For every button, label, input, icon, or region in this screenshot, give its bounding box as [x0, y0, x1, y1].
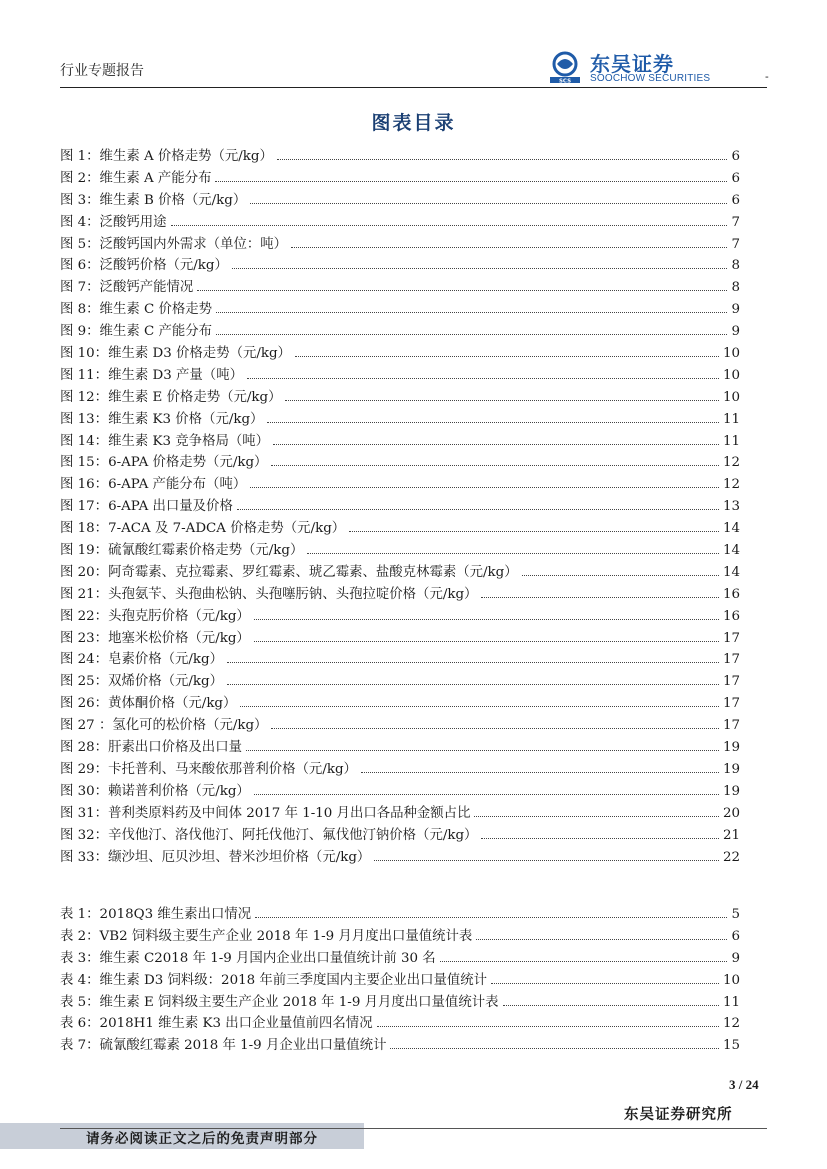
report-type-label: 行业专题报告 [60, 63, 144, 79]
dot-leader [255, 917, 727, 918]
toc-figure-entry[interactable] [60, 517, 740, 539]
dot-leader [227, 684, 719, 685]
toc-figure-entry-page: 22 [722, 849, 740, 865]
dot-leader [349, 531, 719, 532]
toc-figure-entry-label: 图 4：泛酸钙用途 [60, 214, 167, 230]
logo-mark-text: SCS [558, 78, 572, 84]
dot-leader [171, 225, 728, 226]
toc-table-entry-label: 表 4：维生素 D3 饲料级：2018 年前三季度国内主要企业出口量值统计 [60, 972, 488, 988]
toc-figure-entry-page: 14 [722, 564, 740, 580]
dot-leader [307, 553, 719, 554]
figure-list [60, 145, 740, 867]
dot-leader [254, 794, 719, 795]
toc-figure-entry-label: 图 31：普利类原料药及中间体 2017 年 1-10 月出口各品种金额占比 [60, 805, 471, 821]
toc-figure-entry[interactable] [60, 408, 740, 430]
toc-figure-entry-label: 图 10：维生素 D3 价格走势（元/kg） [60, 346, 291, 362]
toc-figure-entry-label: 图 29：卡托普利、马来酸依那普利价格（元/kg） [60, 761, 357, 777]
toc-figure-entry[interactable] [60, 758, 740, 780]
toc-figure-entry-page: 20 [722, 805, 740, 821]
toc-figure-entry-page: 21 [722, 827, 740, 843]
table-list [60, 903, 740, 1056]
toc-figure-entry-page: 8 [731, 258, 740, 274]
toc-figure-entry-page: 9 [731, 302, 740, 318]
toc-figure-entry-page: 10 [722, 389, 740, 405]
toc-table-entry-page: 12 [722, 1016, 740, 1032]
toc-figure-entry-label: 图 33：缬沙坦、厄贝沙坦、替米沙坦价格（元/kg） [60, 849, 371, 865]
toc-figure-entry[interactable] [60, 167, 740, 189]
toc-figure-entry-label: 图 5：泛酸钙国内外需求（单位：吨） [60, 236, 288, 252]
toc-figure-entry[interactable] [60, 320, 740, 342]
toc-figure-entry-page: 13 [722, 499, 740, 515]
toc-figure-entry-label: 图 2：维生素 A 产能分布 [60, 170, 212, 186]
dot-leader [216, 334, 727, 335]
toc-figure-entry-label: 图 16：6-APA 产能分布（吨） [60, 477, 247, 493]
toc-table-entry[interactable] [60, 969, 740, 991]
toc-figure-entry-page: 14 [722, 521, 740, 537]
toc-figure-entry[interactable] [60, 211, 740, 233]
dot-leader [250, 203, 727, 204]
toc-figure-entry[interactable] [60, 451, 740, 473]
toc-figure-entry-page: 14 [722, 543, 740, 559]
toc-figure-entry[interactable] [60, 802, 740, 824]
toc-figure-entry-label: 图 6：泛酸钙价格（元/kg） [60, 258, 228, 274]
toc-figure-entry-label: 图 14：维生素 K3 竞争格局（吨） [60, 433, 270, 449]
toc-table-entry-page: 11 [722, 994, 740, 1010]
toc-figure-entry-page: 9 [731, 324, 740, 340]
company-logo [548, 50, 768, 86]
toc-figure-entry-label: 图 18：7-ACA 及 7-ADCA 价格走势（元/kg） [60, 521, 346, 537]
dot-leader [254, 641, 719, 642]
dot-leader [246, 750, 719, 751]
toc-figure-entry-page: 19 [722, 783, 740, 799]
header-dash: - [765, 70, 769, 83]
toc-figure-entry[interactable] [60, 583, 740, 605]
toc-figure-entry[interactable] [60, 605, 740, 627]
toc-figure-entry-label: 图 9：维生素 C 产能分布 [60, 324, 213, 340]
toc-figure-entry[interactable] [60, 846, 740, 868]
toc-title: 图表目录 [371, 112, 456, 134]
toc-figure-entry[interactable] [60, 430, 740, 452]
dot-leader [361, 772, 719, 773]
dot-leader [271, 728, 719, 729]
toc-table-entry[interactable] [60, 925, 740, 947]
toc-figure-entry-label: 图 28：肝素出口价格及出口量 [60, 740, 242, 756]
toc-table-entry-label: 表 2：VB2 饲料级主要生产企业 2018 年 1-9 月月度出口量值统计表 [60, 928, 473, 944]
toc-figure-entry-page: 7 [731, 236, 740, 252]
toc-table-entry-label: 表 6：2018H1 维生素 K3 出口企业量值前四名情况 [60, 1016, 373, 1032]
toc-figure-entry[interactable] [60, 276, 740, 298]
toc-table-entry-page: 6 [731, 928, 740, 944]
toc-figure-entry-label: 图 32：辛伐他汀、洛伐他汀、阿托伐他汀、氟伐他汀钠价格（元/kg） [60, 827, 478, 843]
toc-figure-entry[interactable] [60, 692, 740, 714]
toc-figure-entry[interactable] [60, 824, 740, 846]
toc-figure-entry[interactable] [60, 342, 740, 364]
toc-figure-entry[interactable] [60, 736, 740, 758]
dot-leader [227, 662, 719, 663]
dot-leader [277, 159, 728, 160]
toc-figure-entry[interactable] [60, 145, 740, 167]
toc-figure-entry-label: 图 22：头孢克肟价格（元/kg） [60, 608, 250, 624]
toc-table-entry-page: 9 [731, 950, 740, 966]
toc-figure-entry-label: 图 11：维生素 D3 产量（吨） [60, 367, 243, 383]
toc-figure-entry-page: 6 [731, 192, 740, 208]
toc-figure-entry-label: 图 15：6-APA 价格走势（元/kg） [60, 455, 268, 471]
toc-figure-entry-page: 10 [722, 346, 740, 362]
dot-leader [240, 706, 719, 707]
toc-figure-entry[interactable] [60, 648, 740, 670]
toc-figure-entry-page: 17 [722, 696, 740, 712]
dot-leader [197, 290, 727, 291]
dot-leader [374, 860, 719, 861]
toc-figure-entry-page: 17 [722, 630, 740, 646]
dot-leader [476, 939, 727, 940]
toc-figure-entry-page: 19 [722, 740, 740, 756]
toc-figure-entry-page: 6 [731, 170, 740, 186]
dot-leader [267, 422, 719, 423]
toc-table-entry-label: 表 1：2018Q3 维生素出口情况 [60, 907, 252, 922]
toc-table-entry[interactable] [60, 903, 740, 925]
toc-figure-entry[interactable] [60, 714, 740, 736]
toc-figure-entry-label: 图 26：黄体酮价格（元/kg） [60, 696, 237, 712]
toc-table-entry[interactable] [60, 947, 740, 969]
soochow-logo-icon [548, 50, 582, 84]
dot-leader [254, 619, 719, 620]
toc-figure-entry-label: 图 1：维生素 A 价格走势（元/kg） [60, 149, 273, 164]
dot-leader [273, 444, 719, 445]
toc-figure-entry-label: 图 3：维生素 B 价格（元/kg） [60, 192, 247, 208]
dot-leader [215, 181, 727, 182]
toc-figure-entry-label: 图 7：泛酸钙产能情况 [60, 280, 194, 296]
toc-figure-entry[interactable] [60, 364, 740, 386]
toc-figure-entry[interactable] [60, 495, 740, 517]
toc-figure-entry[interactable] [60, 627, 740, 649]
page-number: 3 / 24 [729, 1077, 759, 1092]
toc-figure-entry[interactable] [60, 386, 740, 408]
toc-figure-entry[interactable] [60, 670, 740, 692]
toc-figure-entry[interactable] [60, 254, 740, 276]
toc-figure-entry-page: 6 [731, 149, 740, 164]
toc-table-entry-page: 10 [722, 972, 740, 988]
toc-figure-entry-label: 图 19：硫氰酸红霉素价格走势（元/kg） [60, 543, 304, 559]
dot-leader [503, 1005, 719, 1006]
toc-table-entry[interactable] [60, 1034, 740, 1056]
dot-leader [250, 487, 719, 488]
logo-english-name: SOOCHOW SECURITIES [590, 73, 711, 84]
toc-table-entry-page: 15 [722, 1038, 740, 1054]
dot-leader [481, 838, 719, 839]
toc-figure-entry-label: 图 17：6-APA 出口量及价格 [60, 499, 233, 515]
dot-leader [440, 961, 728, 962]
toc-figure-entry-page: 8 [731, 280, 740, 296]
dot-leader [491, 983, 719, 984]
toc-figure-entry-label: 图 21：头孢氨苄、头孢曲松钠、头孢噻肟钠、头孢拉啶价格（元/kg） [60, 586, 478, 602]
toc-table-entry-page: 5 [731, 907, 740, 922]
toc-table-entry[interactable] [60, 991, 740, 1013]
dot-leader [285, 400, 718, 401]
toc-figure-entry[interactable] [60, 473, 740, 495]
toc-figure-entry[interactable] [60, 539, 740, 561]
dot-leader [390, 1048, 718, 1049]
toc-figure-entry-label: 图 30：赖诺普利价格（元/kg） [60, 783, 250, 799]
dot-leader [522, 575, 719, 576]
toc-table-entry-label: 表 7：硫氰酸红霉素 2018 年 1-9 月企业出口量值统计 [60, 1038, 387, 1054]
toc-figure-entry-page: 16 [722, 586, 740, 602]
dot-leader [237, 509, 719, 510]
dot-leader [295, 356, 719, 357]
toc-figure-entry[interactable] [60, 780, 740, 802]
toc-figure-entry-page: 17 [722, 674, 740, 690]
dot-leader [291, 247, 727, 248]
toc-table-entry[interactable] [60, 1012, 740, 1034]
dot-leader [271, 465, 719, 466]
toc-figure-entry-page: 12 [722, 455, 740, 471]
toc-figure-entry-page: 16 [722, 608, 740, 624]
toc-figure-entry-page: 12 [722, 477, 740, 493]
toc-figure-entry-page: 11 [722, 411, 740, 427]
toc-figure-entry-label: 图 13：维生素 K3 价格（元/kg） [60, 411, 264, 427]
toc-figure-entry-label: 图 12：维生素 E 价格走势（元/kg） [60, 389, 282, 405]
toc-table-entry-label: 表 3：维生素 C2018 年 1-9 月国内企业出口量值统计前 30 名 [60, 950, 436, 966]
toc-figure-entry[interactable] [60, 298, 740, 320]
toc-figure-entry-label: 图 20：阿奇霉素、克拉霉素、罗红霉素、琥乙霉素、盐酸克林霉素（元/kg） [60, 564, 518, 580]
dot-leader [232, 268, 728, 269]
toc-figure-entry-page: 17 [722, 652, 740, 668]
toc-figure-entry-page: 19 [722, 761, 740, 777]
footer-disclaimer: 请务必阅读正文之后的免责声明部分 [86, 1131, 318, 1147]
footer-organization: 东吴证券研究所 [624, 1106, 733, 1123]
toc-figure-entry-page: 11 [722, 433, 740, 449]
dot-leader [474, 816, 718, 817]
dot-leader [377, 1026, 719, 1027]
dot-leader [247, 378, 719, 379]
dot-leader [216, 312, 727, 313]
toc-figure-entry-label: 图 23：地塞米松价格（元/kg） [60, 630, 250, 646]
toc-figure-entry[interactable] [60, 233, 740, 255]
logo-chinese-name: 东吴证券 [590, 52, 674, 76]
header-divider [60, 87, 767, 88]
toc-figure-entry[interactable] [60, 561, 740, 583]
toc-figure-entry-page: 17 [722, 718, 740, 734]
toc-figure-entry-page: 7 [731, 214, 740, 230]
toc-figure-entry-label: 图 24：皂素价格（元/kg） [60, 652, 224, 668]
toc-figure-entry-label: 图 8：维生素 C 价格走势 [60, 302, 213, 318]
toc-table-entry-label: 表 5：维生素 E 饲料级主要生产企业 2018 年 1-9 月月度出口量值统计表 [60, 994, 499, 1010]
toc-figure-entry-page: 10 [722, 367, 740, 383]
toc-figure-entry-label: 图 27 ：氢化可的松价格（元/kg） [60, 718, 268, 734]
dot-leader [481, 597, 719, 598]
toc-figure-entry[interactable] [60, 189, 740, 211]
toc-figure-entry-label: 图 25：双烯价格（元/kg） [60, 674, 224, 690]
